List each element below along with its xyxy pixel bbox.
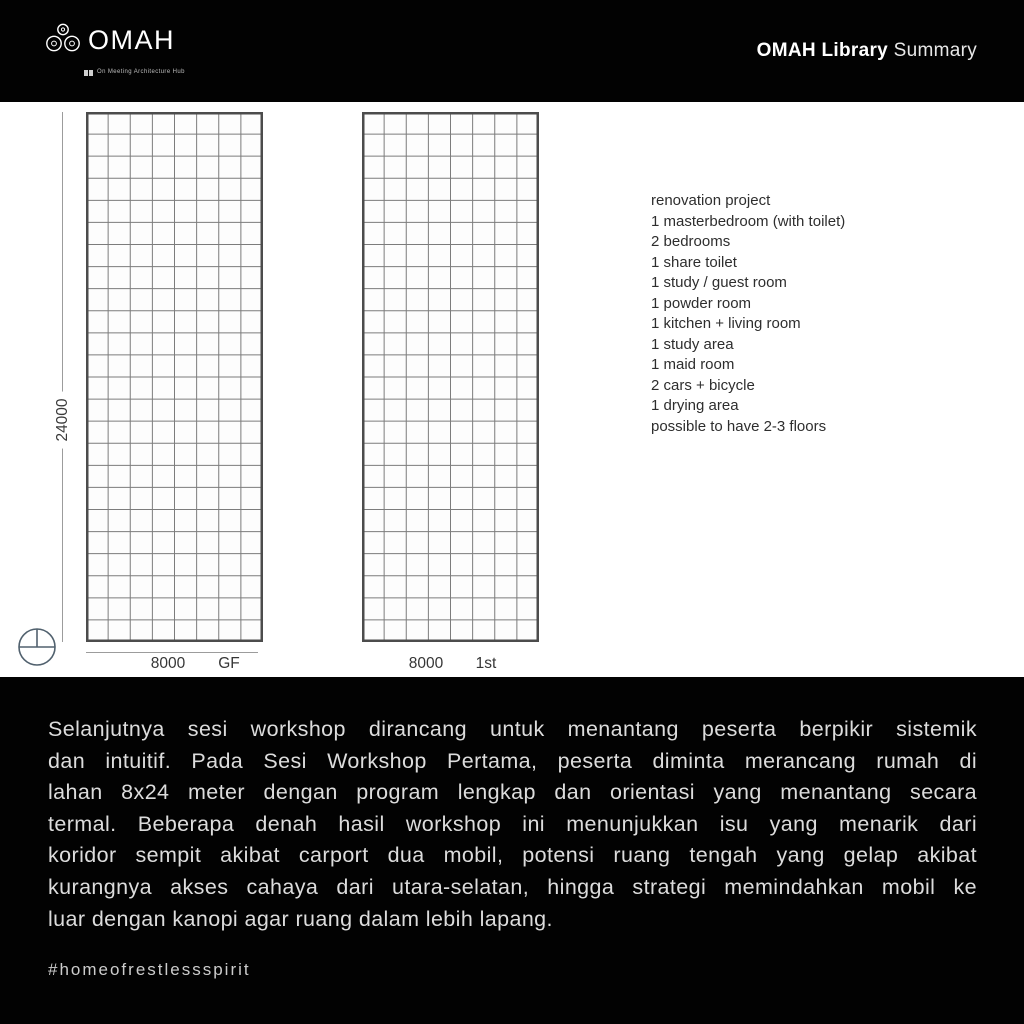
program-item: renovation project [651, 192, 771, 209]
program-item: 1 study area [651, 335, 734, 353]
grid-plan-first-floor [362, 112, 539, 642]
paragraph-line: Selanjutnya sesi workshop dirancang untuk menantang peserta berpikir sistemik [48, 717, 977, 741]
program-item: 2 cars + bicycle [651, 376, 755, 394]
page-title [757, 40, 977, 62]
paragraph-line: kurangnya akses cahaya dari utara-selatan, hingga strategi memindahkan mobil ke [48, 874, 977, 899]
program-item: possible to have 2-3 floors [651, 417, 827, 435]
paragraph-line: dan intuitif. Pada Sesi Workshop Pertama, peserta diminta merancang rumah di [48, 748, 977, 773]
paragraph-line: luar dengan kanopi agar ruang dalam lebih lapang. [48, 906, 553, 931]
program-item: 2 bedrooms [651, 233, 731, 250]
program-item: 1 share toilet [651, 253, 737, 271]
logo-tagline-text: On Meeting Architecture Hub [97, 69, 185, 75]
program-list [651, 191, 845, 437]
paragraph-line: lahan 8x24 meter dengan program lengkap dan orientasi yang menantang secara [48, 780, 977, 805]
gf-width-label: 8000 [150, 655, 186, 672]
program-item: 1 drying area [651, 397, 739, 414]
grid-plan-ground-floor [86, 112, 263, 642]
page-title-regular: Summary [893, 40, 977, 61]
program-item: 1 kitchen + living room [651, 315, 801, 332]
logo-tagline [84, 63, 185, 81]
program-item: 1 study / guest room [651, 274, 787, 291]
logo-wordmark: OMAH [88, 25, 175, 55]
footer-bar [0, 677, 1024, 1024]
paragraph-line: termal. Beberapa denah hasil workshop ini menunjukkan isu yang menarik dari [48, 811, 977, 836]
program-item: 1 powder room [651, 294, 752, 312]
summary-paragraph [48, 714, 977, 935]
logo-script-glyphs [84, 63, 94, 81]
first-floor-label: 1st [475, 655, 497, 672]
page-title-bold: OMAH Library [756, 40, 889, 61]
gf-floor-label: GF [218, 655, 240, 672]
omah-logo-icon [44, 21, 82, 60]
program-item: 1 masterbedroom (with toilet) [651, 212, 846, 230]
program-item: 1 maid room [651, 356, 735, 373]
hashtag: #homeofrestlessspirit [48, 960, 251, 979]
first-width-label: 8000 [408, 655, 444, 672]
omah-logo [44, 21, 185, 81]
width-dimension-line [86, 652, 258, 653]
height-dimension-label: 24000 [52, 391, 74, 448]
paragraph-line: koridor sempit akibat carport dua mobil, potensi ruang tengah yang gelap akibat [48, 843, 977, 868]
clock-icon [17, 627, 57, 672]
vertical-dimension-line [62, 112, 63, 642]
header-bar [0, 0, 1024, 102]
